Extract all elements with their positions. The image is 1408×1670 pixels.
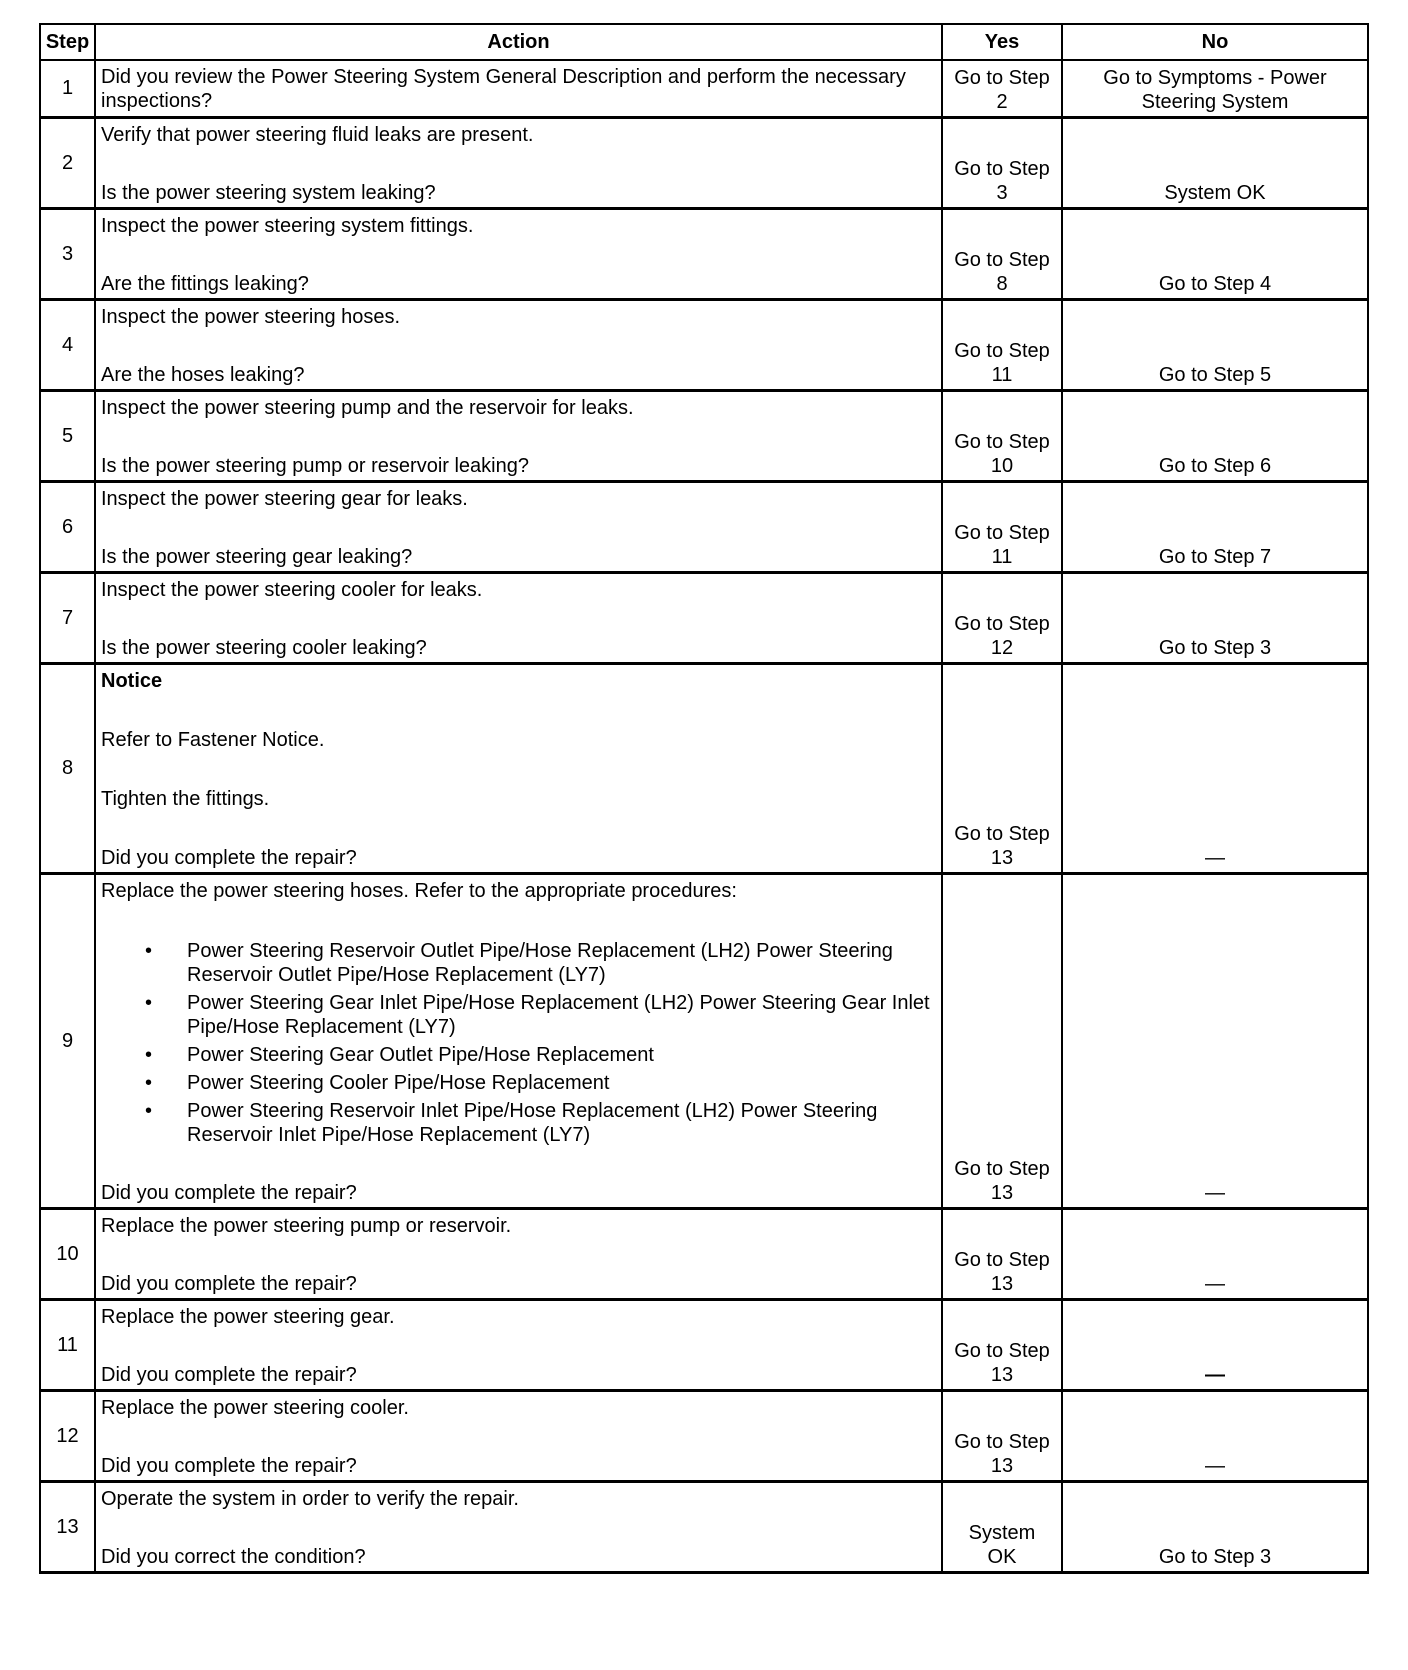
- no-line: Go to Symptoms - Power: [1103, 66, 1327, 89]
- procedure-list: [101, 939, 937, 1147]
- action-text: Inspect the power steering cooler for leaks.: [101, 578, 483, 601]
- no-line: System OK: [1164, 181, 1266, 204]
- yes-line: OK: [987, 1545, 1017, 1568]
- step-number: 7: [40, 572, 95, 663]
- action-cell: [95, 481, 942, 572]
- yes-line: Go to Step: [954, 248, 1050, 271]
- header-step: Step: [40, 24, 95, 60]
- action-text: Replace the power steering cooler.: [101, 1396, 409, 1419]
- no-line: —: [1205, 1454, 1225, 1477]
- no-cell: [1062, 1208, 1368, 1299]
- header-no: No: [1062, 24, 1368, 60]
- action-question: Did you complete the repair?: [101, 1181, 357, 1204]
- no-cell: [1062, 208, 1368, 299]
- header-yes: Yes: [942, 24, 1062, 60]
- action-text: Replace the power steering gear.: [101, 1305, 395, 1328]
- step-number: 12: [40, 1390, 95, 1481]
- action-cell: [95, 390, 942, 481]
- header-action: Action: [95, 24, 942, 60]
- yes-line: Go to Step: [954, 1430, 1050, 1453]
- yes-cell: [942, 60, 1062, 117]
- table-row: [40, 208, 1368, 299]
- yes-line: 11: [991, 363, 1013, 386]
- yes-cell: [942, 117, 1062, 208]
- yes-cell: [942, 1208, 1062, 1299]
- no-cell: [1062, 481, 1368, 572]
- yes-cell: [942, 1299, 1062, 1390]
- action-text: Tighten the fittings.: [101, 787, 270, 810]
- yes-line: 10: [990, 454, 1014, 477]
- step-number: 3: [40, 208, 95, 299]
- no-line: —: [1205, 1181, 1225, 1204]
- action-text: Inspect the power steering gear for leaks.: [101, 487, 468, 510]
- no-cell: [1062, 1481, 1368, 1572]
- yes-cell: [942, 390, 1062, 481]
- no-line: Go to Step 6: [1158, 454, 1272, 477]
- diagnostic-table: [39, 23, 1369, 1574]
- action-cell: [95, 1208, 942, 1299]
- action-cell: [95, 1481, 942, 1572]
- yes-line: 11: [991, 545, 1013, 568]
- table-row: [40, 1390, 1368, 1481]
- action-cell: [95, 117, 942, 208]
- yes-cell: [942, 1390, 1062, 1481]
- no-line: Go to Step 5: [1158, 363, 1272, 386]
- table-row: [40, 1208, 1368, 1299]
- no-cell: [1062, 572, 1368, 663]
- action-text: Replace the power steering hoses. Refer to the appropriate procedures:: [101, 879, 737, 902]
- action-text: Inspect the power steering pump and the reservoir for leaks.: [101, 396, 634, 419]
- table-row: [40, 1481, 1368, 1572]
- no-cell: [1062, 663, 1368, 873]
- action-text: Did you review the Power Steering System General Description and perform the necessary inspections?: [101, 66, 906, 112]
- yes-cell: [942, 663, 1062, 873]
- list-item: • Power Steering Reservoir Inlet Pipe/Hose Replacement (LH2) Power Steering Reservoir Inlet Pipe/Hose Replacement (LY7): [187, 1099, 937, 1147]
- action-question: Is the power steering system leaking?: [101, 181, 436, 204]
- no-line: Go to Step 4: [1158, 272, 1272, 295]
- action-question: Are the fittings leaking?: [101, 272, 309, 295]
- step-number: 5: [40, 390, 95, 481]
- yes-cell: [942, 208, 1062, 299]
- action-cell: [95, 663, 942, 873]
- action-cell: [95, 1299, 942, 1390]
- yes-line: 13: [990, 1363, 1014, 1386]
- table-row: [40, 117, 1368, 208]
- no-line: Go to Step 3: [1158, 1545, 1272, 1568]
- action-cell: [95, 208, 942, 299]
- action-cell: [95, 1390, 942, 1481]
- action-question: Did you complete the repair?: [101, 846, 357, 869]
- no-cell: [1062, 390, 1368, 481]
- action-question: Are the hoses leaking?: [101, 363, 305, 386]
- yes-line: 3: [996, 181, 1008, 204]
- header-row: [40, 24, 1368, 60]
- no-cell: [1062, 873, 1368, 1208]
- yes-line: Go to Step: [954, 430, 1050, 453]
- no-line: —: [1205, 1272, 1225, 1295]
- action-text: Operate the system in order to verify the repair.: [101, 1487, 519, 1510]
- yes-line: 12: [990, 636, 1014, 659]
- yes-line: Go to Step: [954, 339, 1050, 362]
- no-cell: [1062, 117, 1368, 208]
- yes-cell: [942, 873, 1062, 1208]
- yes-line: Go to Step: [954, 612, 1050, 635]
- step-number: 10: [40, 1208, 95, 1299]
- action-question: Did you complete the repair?: [101, 1454, 357, 1477]
- no-cell: [1062, 60, 1368, 117]
- step-number: 4: [40, 299, 95, 390]
- no-line: —: [1205, 1363, 1225, 1386]
- yes-line: Go to Step: [954, 521, 1050, 544]
- no-line: Steering System: [1141, 90, 1289, 113]
- action-cell: [95, 572, 942, 663]
- table-row: [40, 572, 1368, 663]
- step-number: 13: [40, 1481, 95, 1572]
- step-number: 1: [40, 60, 95, 117]
- yes-line: 13: [990, 846, 1014, 869]
- action-cell: [95, 299, 942, 390]
- table-row: [40, 873, 1368, 1208]
- yes-cell: [942, 1481, 1062, 1572]
- no-cell: [1062, 1390, 1368, 1481]
- action-question: Is the power steering pump or reservoir leaking?: [101, 454, 529, 477]
- yes-line: Go to Step: [954, 66, 1050, 89]
- table-row: [40, 390, 1368, 481]
- action-question: Is the power steering gear leaking?: [101, 545, 413, 568]
- yes-line: Go to Step: [954, 822, 1050, 845]
- table-row: [40, 60, 1368, 117]
- step-number: 11: [40, 1299, 95, 1390]
- list-item: • Power Steering Gear Inlet Pipe/Hose Replacement (LH2) Power Steering Gear Inlet Pipe/Hose Replacement (LY7): [187, 991, 937, 1039]
- yes-line: 13: [990, 1181, 1014, 1204]
- table-row: [40, 481, 1368, 572]
- action-question: Did you complete the repair?: [101, 1363, 357, 1386]
- yes-line: 13: [990, 1454, 1014, 1477]
- yes-line: System: [968, 1521, 1036, 1544]
- list-item: • Power Steering Reservoir Outlet Pipe/Hose Replacement (LH2) Power Steering Reservoir Outlet Pipe/Hose Replacement (LY7): [187, 939, 937, 987]
- action-cell: [95, 60, 942, 117]
- no-cell: [1062, 1299, 1368, 1390]
- no-line: Go to Step 3: [1158, 636, 1272, 659]
- list-item: • Power Steering Gear Outlet Pipe/Hose Replacement: [187, 1043, 937, 1067]
- list-item: • Power Steering Cooler Pipe/Hose Replacement: [187, 1071, 937, 1095]
- action-cell: [95, 873, 942, 1208]
- yes-line: Go to Step: [954, 1339, 1050, 1362]
- yes-cell: [942, 481, 1062, 572]
- action-question: Did you correct the condition?: [101, 1545, 366, 1568]
- step-number: 9: [40, 873, 95, 1208]
- action-text: Inspect the power steering system fittings.: [101, 214, 474, 237]
- action-text: Verify that power steering fluid leaks are present.: [101, 123, 534, 146]
- no-cell: [1062, 299, 1368, 390]
- table-row: [40, 663, 1368, 873]
- action-question: Did you complete the repair?: [101, 1272, 357, 1295]
- step-number: 2: [40, 117, 95, 208]
- action-text: Inspect the power steering hoses.: [101, 305, 401, 328]
- yes-line: Go to Step: [954, 1248, 1050, 1271]
- no-line: Go to Step 7: [1158, 545, 1272, 568]
- yes-line: 13: [990, 1272, 1014, 1295]
- action-text: Refer to Fastener Notice.: [101, 728, 325, 751]
- yes-line: Go to Step: [954, 157, 1050, 180]
- action-text: Replace the power steering pump or reservoir.: [101, 1214, 512, 1237]
- yes-line: Go to Step: [954, 1157, 1050, 1180]
- notice-heading: Notice: [101, 669, 163, 692]
- action-question: Is the power steering cooler leaking?: [101, 636, 427, 659]
- step-number: 8: [40, 663, 95, 873]
- no-line: —: [1205, 846, 1225, 869]
- yes-line: 8: [996, 272, 1008, 295]
- yes-cell: [942, 299, 1062, 390]
- table-row: [40, 299, 1368, 390]
- yes-line: 2: [996, 90, 1008, 113]
- step-number: 6: [40, 481, 95, 572]
- table-row: [40, 1299, 1368, 1390]
- yes-cell: [942, 572, 1062, 663]
